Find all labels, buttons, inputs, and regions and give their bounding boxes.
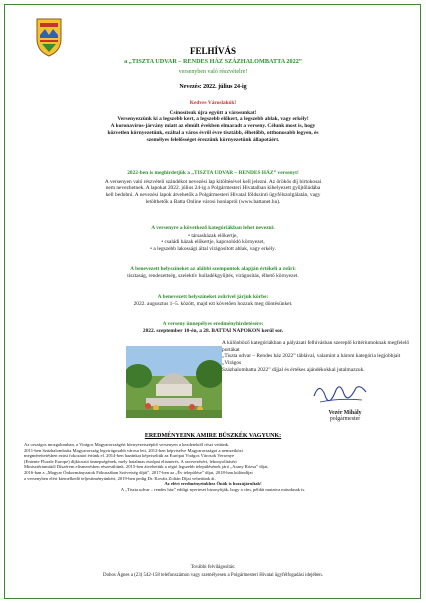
achievement-line: a versenyben elért kiemelkedő teljesítményünkért, 2019-ben pedig Dr. Kováts Zoltán Díjat vehettünk át. (24, 475, 216, 481)
achievement-line: Az országos mozgalomban, a Virágos Magyarországért környezetszépítő versenyen a kezdetektől részt vettünk. (24, 442, 230, 447)
categories-section (14, 225, 412, 253)
signer-role: polgármester (329, 416, 361, 422)
town-hall-garden-photo (126, 346, 222, 418)
intro-section (14, 100, 412, 143)
category-item: • családi házak előkertje, kapcsolódó környezet, (161, 239, 265, 246)
categories-heading: A versenyre a következő kategóriákban lehet nevezni: (151, 225, 275, 231)
criteria-heading: A benevezett helyszíneket az alábbi szempontok alapján értékeli a zsűri: (130, 266, 296, 272)
achievement-closing: A „Tiszta udvar – rendes ház” eddigi nyertesei bizonyítják, hogy a cím, példát mutatva másoknak is. (120, 486, 306, 492)
ceremony-details (222, 340, 412, 374)
jury-visit-text: 2022. augusztus 1–5. között, majd ezt követően hozzuk meg döntésünket. (133, 300, 293, 307)
intro-line: közvetlen környezetünk, ezáltal a város évről évre tisztább, élhetőbb, otthonosabb legyen, és (107, 129, 319, 136)
achievement-line: megmérettetésben ezüst fokozatot értünk el. 2014-ben hazánkat képviseltük az Európai Virágos Városok Versenye (24, 453, 235, 459)
ceremony-heading: A verseny ünnepélyes eredményhirdetésére: (162, 321, 264, 327)
intro-line: Versenyezzünk ki a legszebb kert, a legszebb előkert, a legszebb ablak, vagy erkély! (117, 116, 309, 123)
greeting: Kedves Városlakók! (189, 100, 237, 106)
deadline: Nevezés: 2022. július 24-ig (179, 84, 247, 90)
announce-line: A versenyen való részvételi szándékot nevezési lap kitöltésével kell jelezni. Az örökös díj birtokosai (104, 178, 322, 185)
achievement-slogan: Az elért eredményeinkhez Önök is hozzájárultak! (164, 481, 262, 487)
announce-line: nem nevezhetnek. A lapokat 2022. július 24-ig a Polgármesteri Hivatalban kihelyezett gyűjtőládába (105, 185, 321, 192)
achievement-line: Minisztériumától Díszérem elismerésben részesültünk. 2015-ben átvehettük a régió legszebb településének járó „Arany Rózsa” díjat, (24, 464, 269, 470)
category-item: • társasházak előkertje, (188, 232, 238, 239)
announce-heading: 2022-ben is meghirdetjük a „TISZTA UDVAR – RENDES HÁZ” versenyt! (127, 170, 299, 176)
jury-visit-section (14, 294, 412, 307)
signer-name: Vezér Mihály (328, 410, 362, 416)
announce-line: kell bedobni. A nevezési lapok átvehetők a Polgármesteri Hivatal földszinti ügyfélszolgálatán, vagy (105, 192, 321, 199)
ceremony-line: A különböző kategóriákban a pályázati felhívásban szereplő kritériumoknak megfelelő portákat (222, 340, 410, 353)
achievement-line: 2016-ban a „Magyar Önkormányzatok Fókuszában Szövetség díját”, 2017-ben az „Év települése” díjat, 2018-ban különdíjat (24, 469, 253, 475)
contact-text: Dobos Ágnes a (23) 542-158 telefonszámon vagy személyesen a Polgármesteri Hivatal ügyfélfogadási idejében. (103, 573, 323, 578)
criteria-section (14, 266, 412, 279)
intro-line: Csinosítsuk újra együtt a városunkat! (169, 109, 257, 116)
ceremony-date: 2022. szeptember 10-én, a 28. BATTAI NAPOKON kerül sor. (142, 327, 284, 334)
contest-subtitle: versenyben való részvételre! (178, 69, 248, 75)
category-item: • a legszebb lakossági által virágosított ablak, vagy erkély. (150, 246, 276, 253)
criteria-text: tisztaság, rendezettség, szelektív hulladékgyűjtés, virágosítás, élhető környezet. (127, 272, 299, 279)
ceremony-line: Százhalombatta 2022” díjjal és értékes ajándékokkal jutalmazzuk. (222, 366, 365, 373)
contest-name: a „TISZTA UDVAR – RENDES HÁZ SZÁZHALOMBATTA 2022” (124, 58, 302, 65)
announce-section (14, 170, 412, 206)
intro-line: személyes felelősséget érezzünk környezetünk állapotáért. (146, 136, 280, 143)
page-title: FELHÍVÁS (189, 46, 236, 56)
announce-line: letölthetők a Batta Online városi honlapról (www.battanet.hu). (145, 198, 281, 205)
contact-label: További felvilágosítás: (190, 565, 236, 570)
signature-block (300, 410, 390, 422)
achievement-line: (Entente Florale Europe) díjkiosztó ünnepségének, mely hatalmas európai elismerés. A szervezésért, lebonyolításért (24, 458, 237, 464)
achievement-line: 2011-ben Százhalombatta Magyarország legvirágosabb városa lett, 2012-ben képviselve Magyarországot a nemzetközi (24, 447, 243, 453)
ceremony-section (14, 321, 412, 334)
achievements-heading: EREDMÉNYEINK AMIRE BÜSZKÉK VAGYUNK: (144, 433, 282, 439)
ceremony-line: „Tiszta udvar – Rendes ház 2022” táblával, valamint a három kategória legjobbjait „Virágos (222, 353, 401, 367)
intro-line: A koronavírus-járvány miatt az elmúlt években elmaradt a verseny. Célunk most is, hogy (110, 123, 316, 130)
jury-visit-heading: A benevezett helyszíneket zsűrivel járjuk körbe: (157, 294, 269, 300)
achievements-text (24, 442, 402, 492)
